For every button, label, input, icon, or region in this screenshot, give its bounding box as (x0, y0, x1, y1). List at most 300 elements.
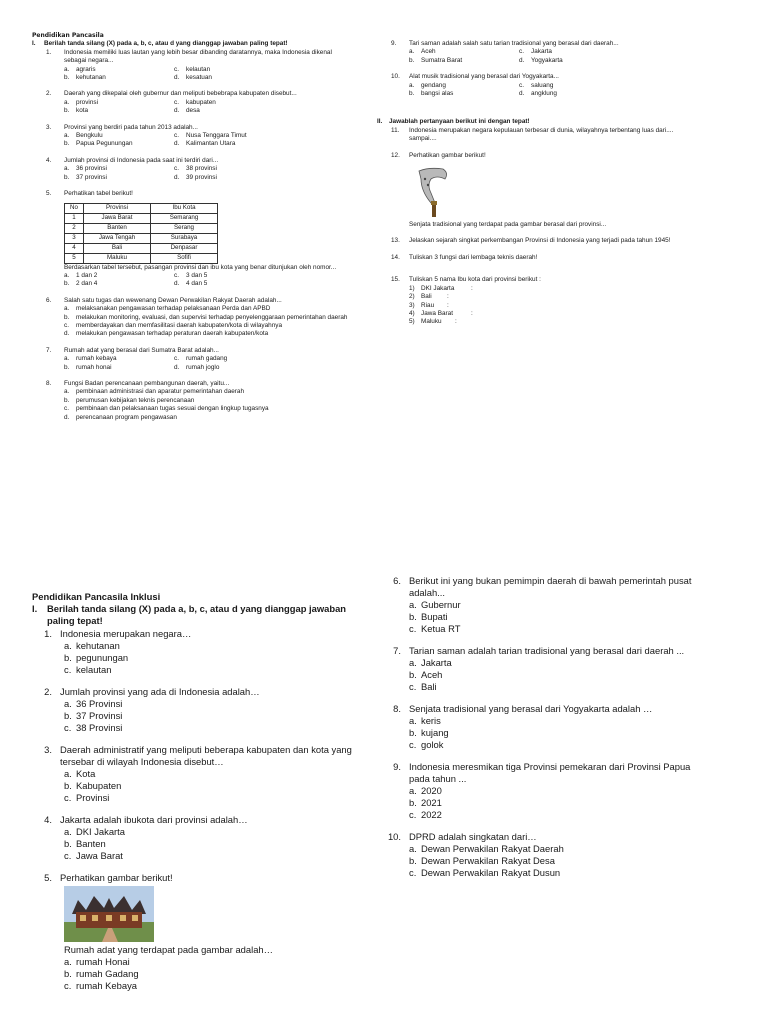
table-header: Ibu Kota (151, 203, 218, 213)
option-letter: c. (174, 65, 179, 73)
question-number: 8. (393, 703, 401, 714)
bottom-doc-title: Pendidikan Pancasila Inklusi (32, 591, 161, 602)
option-letter: b. (409, 727, 417, 738)
top-question-2 (32, 90, 350, 115)
bottom-question-5 (32, 872, 352, 992)
table-cell: 3 (65, 233, 84, 243)
option-c[interactable] (174, 272, 294, 280)
table-row (65, 213, 218, 223)
option-d[interactable] (519, 90, 639, 98)
option-d[interactable] (64, 414, 350, 422)
option-text: Dewan Perwakilan Rakyat Dusun (421, 867, 561, 878)
section-number: I. (32, 603, 38, 614)
option-b[interactable] (64, 107, 174, 115)
top-section-1-heading (32, 40, 350, 48)
option-c[interactable] (64, 980, 352, 992)
top-question-15 (377, 276, 697, 326)
option-text: perencanaan program pengawasan (76, 413, 177, 421)
option-letter: c. (174, 271, 179, 279)
option-text: kehutanan (76, 640, 120, 651)
question-number: 7. (46, 346, 52, 354)
option-letter: a. (64, 132, 70, 140)
province-table (64, 203, 218, 264)
question-followup-text: Senjata tradisional yang terdapat pada gambar berasal dari provinsi... (409, 221, 607, 229)
bottom-left-column (32, 591, 352, 1002)
option-letter: c. (64, 850, 72, 861)
question-text: Perhatikan tabel berikut! (64, 190, 133, 198)
option-text: Nusa Tenggara Timut (186, 132, 247, 140)
bottom-question-9 (377, 761, 697, 821)
option-b[interactable] (64, 652, 352, 664)
option-c[interactable] (174, 66, 294, 74)
option-text: Jakarta (531, 48, 552, 56)
question-text: Daerah yang dikepalai oleh gubernur dan meliputi bebebrapa kabupaten disebut... (64, 90, 297, 98)
list-item (409, 293, 697, 301)
question-text: Rumah adat yang berasal dari Sumatra Barat adalah... (64, 346, 219, 354)
option-text: 38 Provinsi (76, 722, 123, 733)
option-letter: b. (64, 710, 72, 721)
table-header-row (65, 203, 218, 213)
option-a[interactable] (64, 698, 352, 710)
option-c[interactable] (519, 82, 639, 90)
option-c[interactable] (64, 792, 352, 804)
option-text: pegunungan (76, 652, 129, 663)
option-text: Jakarta (421, 657, 452, 668)
list-number: 2) (409, 293, 415, 301)
option-b[interactable] (64, 74, 174, 82)
option-a[interactable] (64, 99, 174, 107)
option-letter: a. (409, 843, 417, 854)
question-number: 1. (46, 48, 52, 56)
option-letter: a. (409, 715, 417, 726)
option-b[interactable] (64, 280, 174, 288)
question-number: 12. (391, 151, 400, 159)
option-text: melakukan monitoring, evaluasi, dan supervisi terhadap penyelenggaraan pemerintahan daerah (76, 313, 348, 321)
question-text: Indonesia merupakan negara… (60, 628, 192, 639)
option-letter: b. (64, 652, 72, 663)
option-text: 36 Provinsi (76, 698, 123, 709)
option-c[interactable] (64, 722, 352, 734)
question-text: Salah satu tugas dan wewenang Dewan Perwakilan Rakyat Daerah adalah... (64, 296, 282, 304)
option-letter: b. (64, 313, 70, 321)
option-b[interactable] (409, 727, 697, 739)
option-text: gendang (421, 81, 446, 89)
question-number: 10. (391, 73, 400, 81)
option-d[interactable] (519, 57, 639, 65)
question-text: Tuliskan 3 fungsi dari lembaga teknis daerah! (409, 253, 538, 261)
option-text: rumah gadang (186, 355, 228, 363)
option-text: rumah Gadang (76, 968, 139, 979)
option-a[interactable] (64, 272, 174, 280)
option-letter: b. (409, 669, 417, 680)
question-number: 4. (44, 814, 52, 825)
option-c[interactable] (409, 809, 697, 821)
table-header: Provinsi (84, 203, 151, 213)
question-number: 10. (387, 831, 401, 842)
option-letter: b. (64, 107, 70, 115)
table-cell: 5 (65, 253, 84, 263)
option-letter: a. (64, 305, 70, 313)
question-number: 15. (391, 276, 400, 284)
option-b[interactable] (409, 797, 697, 809)
table-cell: Banten (84, 223, 151, 233)
option-letter: b. (64, 968, 72, 979)
question-number: 7. (393, 645, 401, 656)
question-number: 13. (391, 237, 400, 245)
option-text: kujang (421, 727, 449, 738)
top-question-9 (377, 40, 697, 65)
option-text: Yogyakarta (531, 56, 563, 64)
question-text: Jakarta adalah ibukota dari provinsi adalah… (60, 814, 248, 825)
option-text: keris (421, 715, 441, 726)
bottom-question-7 (377, 645, 697, 693)
weapon-illustration (409, 163, 457, 219)
question-text: Perhatikan gambar berikut! (60, 872, 173, 883)
option-a[interactable] (64, 388, 350, 396)
option-b[interactable] (64, 397, 350, 405)
option-text: 4 dan 5 (186, 280, 208, 288)
option-c[interactable] (174, 165, 294, 173)
option-letter: d. (64, 413, 70, 421)
option-letter: b. (64, 838, 72, 849)
top-question-8 (32, 380, 350, 422)
list-item (409, 318, 697, 326)
option-letter: a. (409, 48, 415, 56)
option-letter: a. (64, 165, 70, 173)
question-number: 2. (46, 90, 52, 98)
top-section-2-heading (377, 118, 697, 126)
question-text: Indonesia memiliki luas lautan yang lebih besar dibanding daratannya, maka Indonesia dikenal sebagai negara... (64, 48, 332, 65)
top-left-column (32, 32, 350, 430)
option-letter: a. (409, 81, 415, 89)
section-number: I. (32, 40, 36, 48)
option-c[interactable] (64, 322, 350, 330)
question-number: 5. (46, 190, 52, 198)
option-letter: a. (409, 657, 417, 668)
option-c[interactable] (64, 405, 350, 413)
option-c[interactable] (174, 355, 294, 363)
option-letter: a. (64, 271, 70, 279)
option-letter: a. (64, 388, 70, 396)
option-d[interactable] (174, 74, 294, 82)
option-d[interactable] (64, 330, 350, 338)
question-number: 2. (44, 686, 52, 697)
option-c[interactable] (64, 664, 352, 676)
option-b[interactable] (409, 669, 697, 681)
option-a[interactable] (64, 132, 174, 140)
question-number: 8. (46, 379, 52, 387)
option-d[interactable] (174, 174, 294, 182)
option-letter: c. (64, 321, 69, 329)
option-text: kelautan (76, 664, 112, 675)
list-item (409, 285, 697, 293)
top-question-4 (32, 157, 350, 182)
list-item (409, 310, 697, 318)
option-c[interactable] (64, 850, 352, 862)
table-cell: Bali (84, 243, 151, 253)
rumah-gadang-image (64, 886, 352, 942)
list-number: 3) (409, 301, 415, 309)
bottom-question-6 (377, 575, 697, 635)
option-text: desa (186, 107, 200, 115)
question-followup-text: Rumah adat yang terdapat pada gambar adalah… (64, 944, 273, 955)
list-number: 4) (409, 309, 415, 317)
option-text: Gubernur (421, 599, 461, 610)
table-header: No (65, 203, 84, 213)
option-text: bangsi alas (421, 90, 454, 98)
option-b[interactable] (64, 780, 352, 792)
option-text: Aceh (421, 48, 436, 56)
question-number: 1. (44, 628, 52, 639)
list-colon: : (455, 318, 457, 326)
option-letter: c. (409, 739, 417, 750)
option-text: 2022 (421, 809, 442, 820)
option-a[interactable] (64, 768, 352, 780)
top-question-14 (377, 254, 697, 262)
bottom-right-column (377, 575, 697, 889)
option-c[interactable] (409, 681, 697, 693)
option-text: provinsi (76, 98, 99, 106)
list-item (409, 302, 697, 310)
option-letter: d. (174, 280, 180, 288)
section-number: II. (377, 118, 383, 126)
option-text: rumah Kebaya (76, 980, 137, 991)
option-text: Kalimantan Utara (186, 140, 236, 148)
table-cell: 4 (65, 243, 84, 253)
top-question-3 (32, 124, 350, 149)
option-letter: b. (64, 173, 70, 181)
option-a[interactable] (409, 599, 697, 611)
table-cell: Jawa Tengah (84, 233, 151, 243)
list-text: Bali (421, 293, 432, 301)
option-text: 2021 (421, 797, 442, 808)
option-text: Aceh (421, 669, 443, 680)
option-letter: c. (409, 681, 417, 692)
option-letter: c. (409, 867, 417, 878)
option-a[interactable] (409, 48, 519, 56)
option-letter: a. (64, 98, 70, 106)
option-a[interactable] (64, 956, 352, 968)
question-text: Alat musik tradisional yang berasal dari Yogyakarta... (409, 73, 559, 81)
option-text: kelautan (186, 65, 211, 73)
question-text: Senjata tradisional yang berasal dari Yogyakarta adalah … (409, 703, 653, 714)
top-question-10 (377, 73, 697, 98)
option-text: Dewan Perwakilan Rakyat Desa (421, 855, 555, 866)
option-c[interactable] (519, 48, 639, 56)
bottom-question-1 (32, 628, 352, 676)
question-text: Jumlah provinsi di Indonesia pada saat ini terdiri dari... (64, 156, 219, 164)
option-a[interactable] (64, 165, 174, 173)
question-text: Daerah administratif yang meliputi beberapa kabupaten dan kota yang tersebar di wilayah Indonesia disebut… (60, 744, 352, 767)
option-text: golok (421, 739, 444, 750)
option-letter: c. (64, 792, 72, 803)
option-a[interactable] (64, 640, 352, 652)
question-text: Berikut ini yang bukan pemimpin daerah di bawah pemerintah pusat adalah... (409, 575, 692, 598)
option-letter: d. (174, 173, 180, 181)
question-number: 14. (391, 253, 400, 261)
list-text: DKI Jakarta (421, 284, 455, 292)
option-letter: a. (64, 698, 72, 709)
question-text: Fungsi Badan perencanaan pembangunan daerah, yaitu... (64, 379, 230, 387)
option-text: angklung (531, 90, 557, 98)
option-a[interactable] (409, 843, 697, 855)
option-letter: a. (409, 785, 417, 796)
list-colon: : (447, 293, 449, 301)
top-question-13 (377, 237, 697, 245)
option-text: melaksanakan pengawasan terhadap pelaksanaan Perda dan APBD (76, 305, 271, 313)
list-colon: : (471, 284, 473, 292)
table-cell: Semarang (151, 213, 218, 223)
table-row (65, 253, 218, 263)
option-letter: a. (409, 599, 417, 610)
option-b[interactable] (64, 140, 174, 148)
option-b[interactable] (64, 364, 174, 372)
option-d[interactable] (174, 364, 294, 372)
option-letter: a. (64, 826, 72, 837)
option-letter: d. (64, 330, 70, 338)
option-text: kabupaten (186, 98, 216, 106)
option-text: melakukan pengawasan terhadap peraturan daerah kabupaten/kota (76, 330, 269, 338)
question-text: Tarian saman adalah tarian tradisional yang berasal dari daerah ... (409, 645, 685, 656)
option-text: 2 dan 4 (76, 280, 98, 288)
option-letter: d. (174, 74, 180, 82)
question-text: Perhatikan gambar berikut! (409, 151, 486, 159)
option-letter: a. (64, 768, 72, 779)
house-illustration (64, 886, 154, 942)
option-b[interactable] (64, 314, 350, 322)
option-letter: c. (174, 98, 179, 106)
option-text: kehutanan (76, 74, 106, 82)
option-text: memberdayakan dan memfasilitasi daerah kabupaten/kota di wilayahnya (76, 321, 283, 329)
option-text: agraris (76, 65, 96, 73)
option-letter: b. (409, 797, 417, 808)
option-letter: b. (409, 56, 415, 64)
option-letter: c. (64, 405, 69, 413)
option-a[interactable] (64, 305, 350, 313)
option-b[interactable] (64, 174, 174, 182)
option-d[interactable] (174, 280, 294, 288)
option-letter: b. (64, 140, 70, 148)
option-letter: c. (64, 722, 72, 733)
option-letter: b. (409, 90, 415, 98)
option-text: DKI Jakarta (76, 826, 125, 837)
top-question-6 (32, 297, 350, 339)
option-c[interactable] (174, 99, 294, 107)
table-cell: 2 (65, 223, 84, 233)
option-text: Bali (421, 681, 437, 692)
option-text: kesatuan (186, 74, 212, 82)
option-c[interactable] (409, 623, 697, 635)
question-text: Jelaskan sejarah singkat perkembangan Provinsi di Indonesia yang terjadi pada tahun 1945! (409, 237, 671, 245)
option-text: Kabupaten (76, 780, 122, 791)
option-letter: c. (519, 81, 524, 89)
option-letter: b. (64, 396, 70, 404)
option-text: saluang (531, 81, 554, 89)
table-cell: Sofifi (151, 253, 218, 263)
option-text: 3 dan 5 (186, 271, 208, 279)
top-question-12 (377, 152, 697, 230)
list-text: Riau (421, 301, 435, 309)
option-letter: c. (64, 980, 72, 991)
option-text: rumah honai (76, 363, 112, 371)
option-b[interactable] (409, 855, 697, 867)
option-letter: b. (409, 855, 417, 866)
option-a[interactable] (409, 82, 519, 90)
question-text: Indonesia merupakan negara kepulauan terbesar di dunia, wilayahnya terbentang luas dari.... sampai.... (409, 126, 674, 143)
list-text: Maluku (421, 318, 442, 326)
top-question-1 (32, 49, 350, 83)
option-letter: a. (64, 956, 72, 967)
kujang-weapon-image (409, 163, 697, 219)
option-b[interactable] (409, 57, 519, 65)
table-cell: Denpasar (151, 243, 218, 253)
list-colon: : (447, 301, 449, 309)
question-number: 4. (46, 156, 52, 164)
option-c[interactable] (409, 739, 697, 751)
option-a[interactable] (64, 826, 352, 838)
top-question-11 (377, 127, 697, 144)
option-d[interactable] (174, 140, 294, 148)
option-text: 39 provinsi (186, 173, 217, 181)
option-text: Kota (76, 768, 96, 779)
option-b[interactable] (64, 710, 352, 722)
bottom-question-10 (377, 831, 697, 879)
option-a[interactable] (64, 66, 174, 74)
option-a[interactable] (64, 355, 174, 363)
question-text: Tari saman adalah salah satu tarian tradisional yang berasal dari daerah... (409, 40, 619, 47)
option-text: Banten (76, 838, 106, 849)
top-doc-title: Pendidikan Pancasila (32, 32, 104, 39)
option-letter: c. (64, 664, 72, 675)
option-letter: d. (174, 140, 180, 148)
option-letter: a. (64, 355, 70, 363)
option-text: rumah kebaya (76, 355, 117, 363)
option-text: rumah Honai (76, 956, 130, 967)
option-b[interactable] (64, 838, 352, 850)
option-text: perumusan kebijakan teknis perencanaan (76, 396, 195, 404)
table-cell: Jawa Barat (84, 213, 151, 223)
option-d[interactable] (174, 107, 294, 115)
option-letter: b. (64, 780, 72, 791)
option-letter: c. (409, 809, 417, 820)
option-text: Jawa Barat (76, 850, 123, 861)
option-text: Provinsi (76, 792, 110, 803)
option-letter: d. (174, 363, 180, 371)
option-text: kota (76, 107, 89, 115)
option-letter: c. (174, 355, 179, 363)
option-b[interactable] (409, 611, 697, 623)
option-text: 2020 (421, 785, 442, 796)
question-text: Jumlah provinsi yang ada di Indonesia adalah… (60, 686, 260, 697)
list-number: 1) (409, 284, 415, 292)
option-a[interactable] (409, 715, 697, 727)
section-label: Berilah tanda silang (X) pada a, b, c, atau d yang dianggap jawaban paling tepat! (44, 40, 288, 48)
option-b[interactable] (409, 90, 519, 98)
table-row (65, 223, 218, 233)
option-a[interactable] (409, 785, 697, 797)
option-text: Papua Pegunungan (76, 140, 133, 148)
option-letter: c. (409, 623, 417, 634)
option-letter: d. (519, 56, 525, 64)
table-cell: 1 (65, 213, 84, 223)
option-b[interactable] (64, 968, 352, 980)
option-c[interactable] (174, 132, 294, 140)
question-text: Provinsi yang berdiri pada tahun 2013 adalah... (64, 123, 198, 131)
option-a[interactable] (409, 657, 697, 669)
option-c[interactable] (409, 867, 697, 879)
option-text: 37 provinsi (76, 173, 107, 181)
option-letter: c. (174, 132, 179, 140)
